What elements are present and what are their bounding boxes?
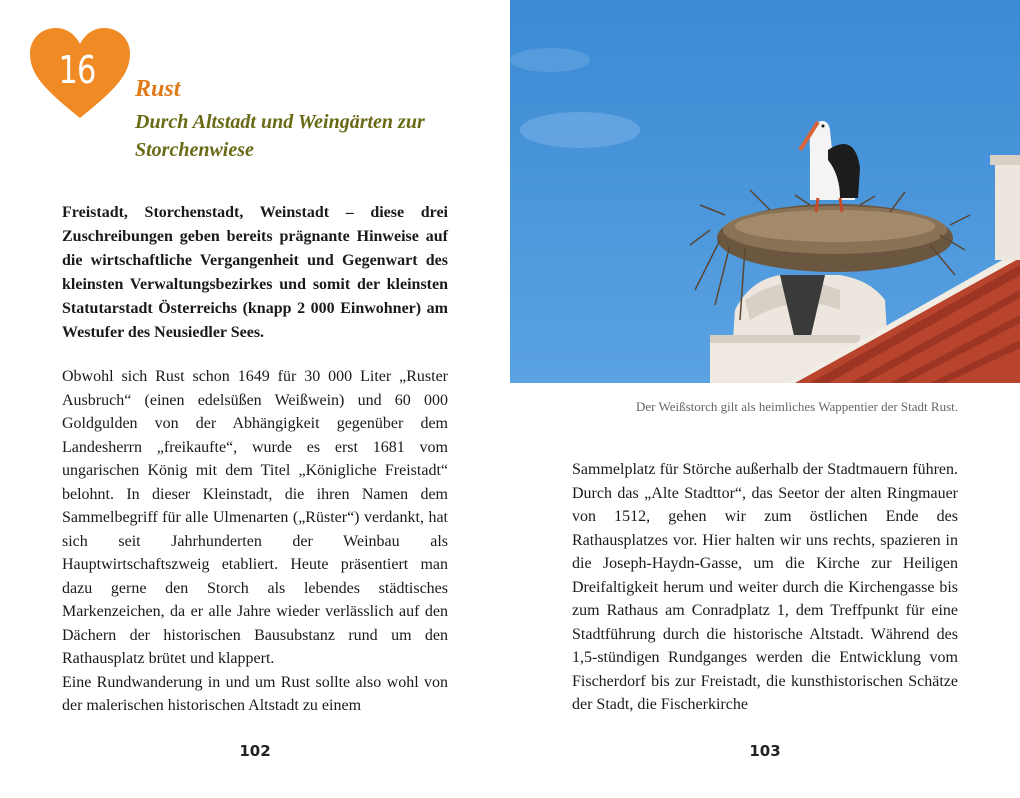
body-paragraph: Sammelplatz für Störche außerhalb der Stadtmauern führen. Durch das „Alte Stadttor“, das Seetor der alten Ringmauer von 1512, gehen wir zum östlichen Ende des Rathausplatzes vor. Hier halten wir uns rechts, spazieren in die Joseph-Haydn-Gasse, um die Kirche zur Heiligen Dreifaltigkeit herum und weiter durch die Kirchengasse bis zum Rathaus am Conradplatz 1, dem Treffpunkt für eine Stadtführung durch die historische Altstadt. Während des 1,5-stündigen Rundganges werden die Entwicklung vom Fischerdorf bis zur Freistadt, die kunsthistorischen Schätze der Stadt, die Fischerkirche <box>572 461 958 713</box>
stork-photo <box>510 0 1020 383</box>
photo-caption: Der Weißstorch gilt als heimliches Wappentier der Stadt Rust. <box>636 399 958 414</box>
page-number: 102 <box>239 742 271 760</box>
tour-title: Rust <box>135 76 181 102</box>
intro-paragraph: Freistadt, Storchenstadt, Weinstadt – diese drei Zuschreibungen geben bereits prägnante Hinweise auf die wirtschaftliche Vergangenheit und Gegenwart des kleinsten Verwaltungsbezirkes und somit der kleinsten Statutarstadt Österreichs (knapp 2 000 Einwohner) am Westufer des Neusiedler Sees. <box>62 204 448 341</box>
body-paragraph: Eine Rundwanderung in und um Rust sollte also wohl von der malerischen historischen Altstadt zu einem <box>62 673 448 714</box>
tour-number-badge <box>28 26 132 122</box>
body-text-right <box>572 458 958 717</box>
tour-number: 16 <box>58 48 96 92</box>
body-text-left <box>62 365 448 718</box>
page-number: 103 <box>749 742 781 760</box>
right-page <box>510 0 1020 798</box>
body-paragraph: Obwohl sich Rust schon 1649 für 30 000 Liter „Ruster Ausbruch“ (einen edelsüßen Weißwein) und 60 000 Goldgulden von der Abhängigkeit gegenüber dem Landesherrn „freikaufte“, wurde es erst 1681 vom ungarischen König mit dem Titel „Königliche Freistadt“ belohnt. In dieser Kleinstadt, die ihren Namen dem Sammelbegriff für alle Ulmenarten („Rüster“) verdankt, hat sich seit Jahrhunderten der Weinbau als Hauptwirtschaftszweig etabliert. Heute präsentiert man dazu gerne den Storch als lebendes städtisches Markenzeichen, da er alle Jahre wieder verlässlich auf den Dächern der historischen Bausubstanz rund um den Rathausplatz brütet und klappert. <box>62 368 448 667</box>
tour-subtitle: Durch Altstadt und Weingärten zur Storchenwiese <box>135 111 425 161</box>
